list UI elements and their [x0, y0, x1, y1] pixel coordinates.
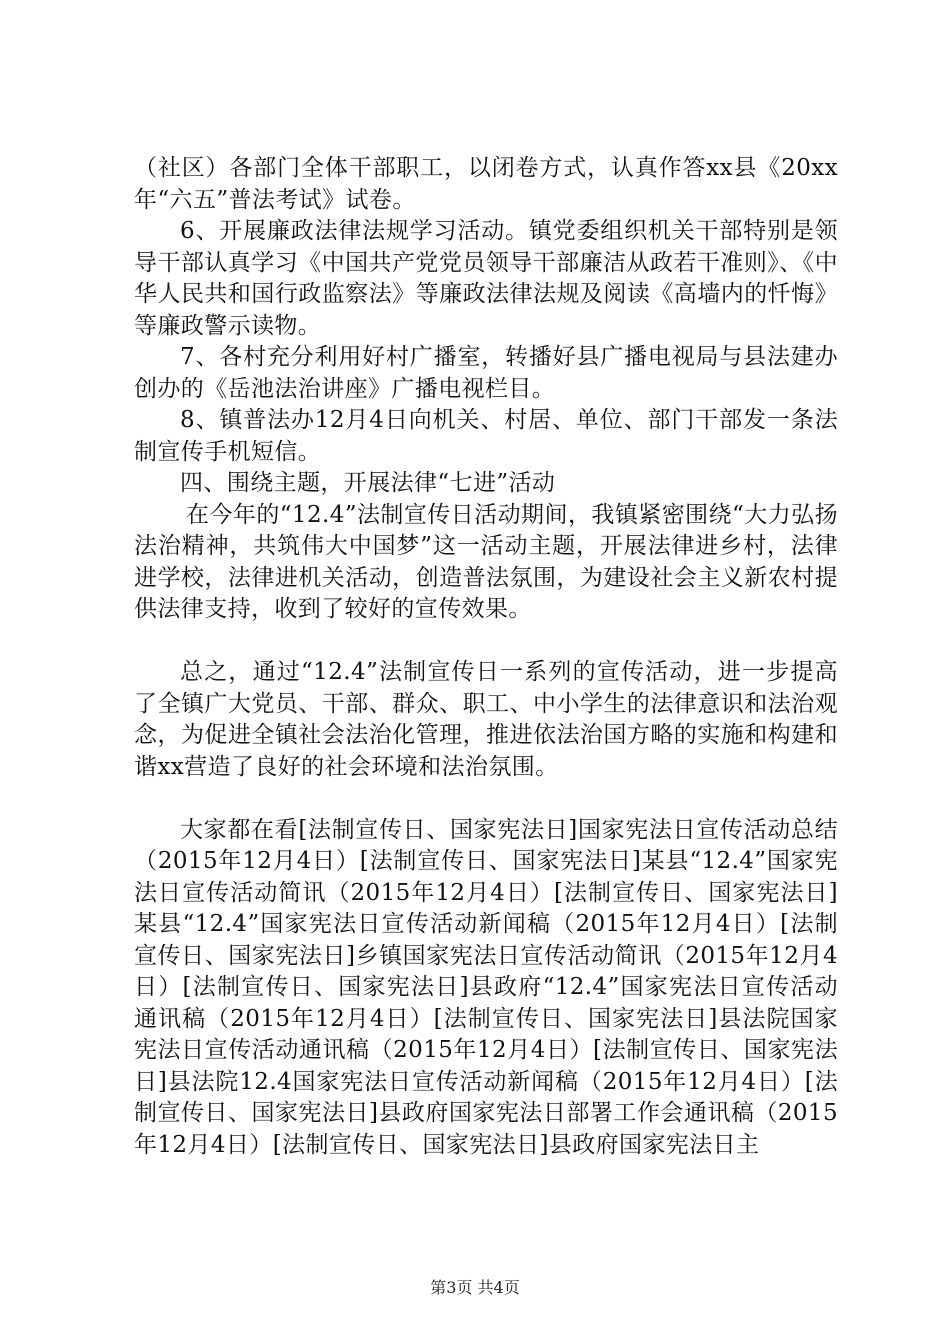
- section-heading-4: 四、围绕主题，开展法律“七进”活动: [180, 470, 556, 496]
- page-footer: 第3页 共4页: [430, 1278, 520, 1297]
- paragraph-summary: 总之，通过“12.4”法制宣传日一系列的宣传活动，进一步提高了全镇广大党员、干部、群众、职工、中小学生的法律意识和法治观念，为促进全镇社会法治化管理，推进依法治国方略的实施和构建和谐xx营造了良好的社会环境和法治氛围。: [134, 659, 838, 780]
- paragraph-continuation: （社区）各部门全体干部职工，以闭卷方式，认真作答xx县《20xx年“六五”普法考试》试卷。: [134, 155, 838, 213]
- paragraph-section-4-body: 在今年的“12.4”法制宣传日活动期间，我镇紧密围绕“大力弘扬法治精神，共筑伟大中国梦”这一活动主题，开展法律进乡村，法律进学校，法律进机关活动，创造普法氛围，为建设社会主义新农村提供法律支持，收到了较好的宣传效果。: [134, 501, 838, 622]
- paragraph-related-reading: 大家都在看[法制宣传日、国家宪法日]国家宪法日宣传活动总结（2015年12月4日）[法制宣传日、国家宪法日]某县“12.4”国家宪法日宣传活动简讯（2015年12月4日）[法制宣传日、国家宪法日]某县“12.4”国家宪法日宣传活动新闻稿（2015年12月4日）[法制宣传日、国家宪法日]乡镇国家宪法日宣传活动简讯（2015年12月4日）[法制宣传日、国家宪法日]县政府“12.4”国家宪法日宣传活动通讯稿（2015年12月4日）[法制宣传日、国家宪法日]县法院国家宪法日宣传活动通讯稿（2015年12月4日）[法制宣传日、国家宪法日]县法院12.4国家宪法日宣传活动新闻稿（2015年12月4日）[法制宣传日、国家宪法日]县政府国家宪法日部署工作会通讯稿（2015年12月4日）[法制宣传日、国家宪法日]县政府国家宪法日主: [134, 816, 838, 1158]
- paragraph-spacer: [134, 783, 838, 815]
- document-body: [134, 153, 838, 1161]
- paragraph-item-6: 6、开展廉政法律法规学习活动。镇党委组织机关干部特别是领导干部认真学习《中国共产党党员领导干部廉洁从政若干准则》、《中华人民共和国行政监察法》等廉政法律法规及阅读《高墙内的忏悔》等廉政警示读物。: [134, 218, 838, 339]
- paragraph-item-7: 7、各村充分利用好村广播室，转播好县广播电视局与县法建办创办的《岳池法治讲座》广播电视栏目。: [134, 344, 838, 402]
- paragraph-item-8: 8、镇普法办12月4日向机关、村居、单位、部门干部发一条法制宣传手机短信。: [134, 407, 838, 465]
- paragraph-spacer: [134, 626, 838, 658]
